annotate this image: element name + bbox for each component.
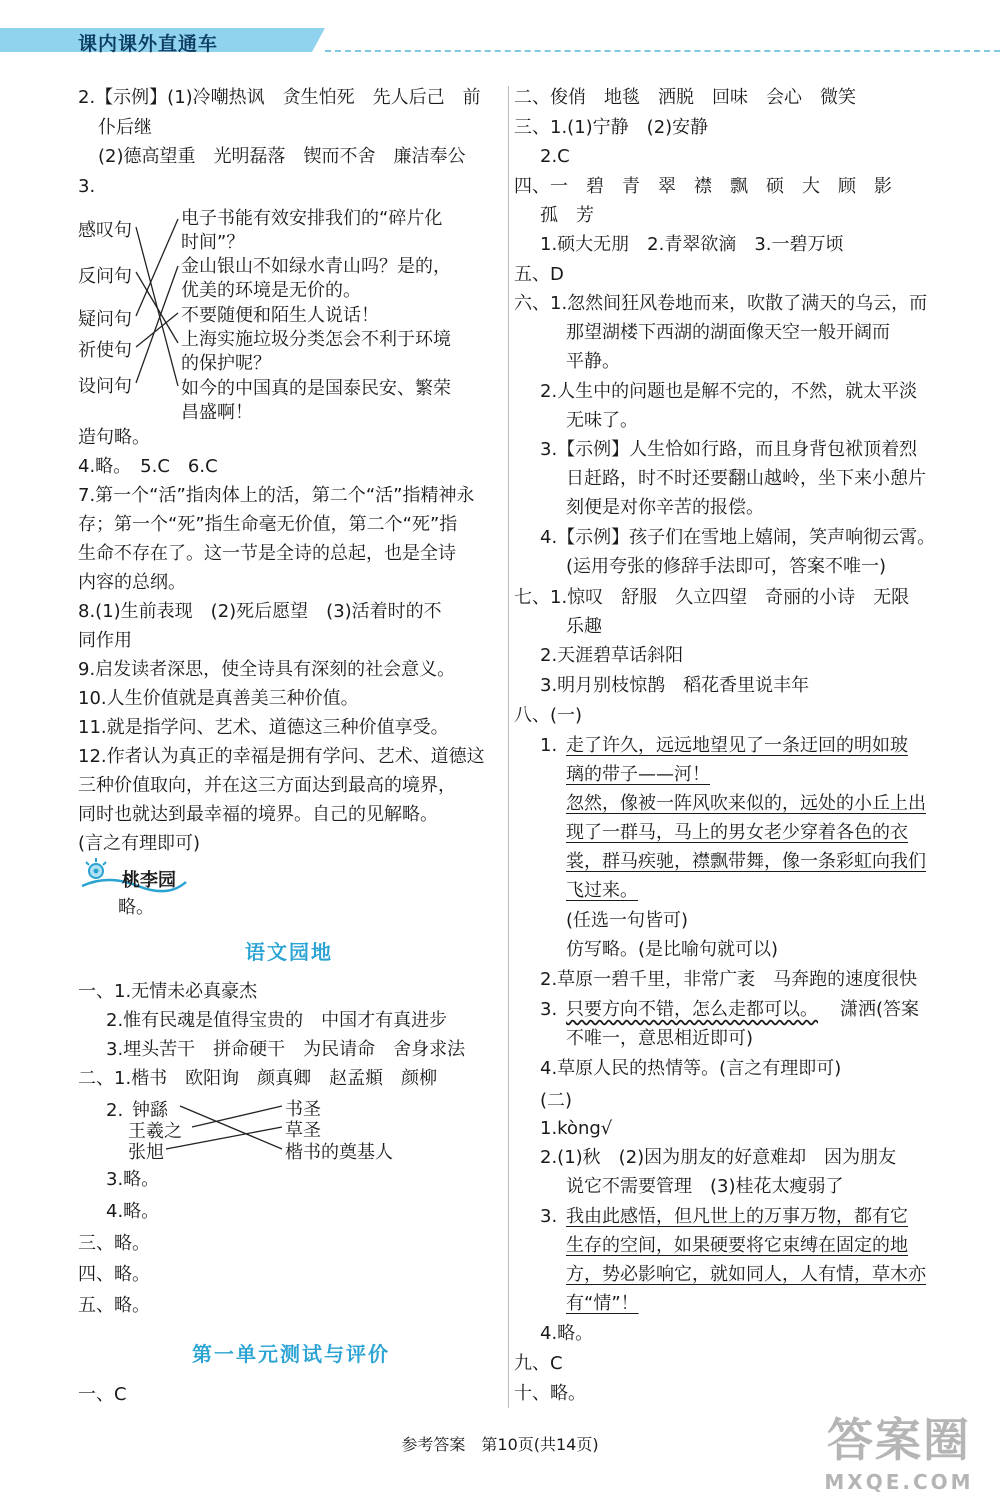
r-answer-8-1-l3: 忽然，像被一阵风吹来似的，远处的小丘上出 [566, 793, 926, 814]
r-answer-8b-3-l4: 有“情”！ [566, 1293, 639, 1314]
type-self-question: 设问句 [78, 376, 132, 397]
answer-10: 10.人生价值就是真善美三种价值。 [78, 688, 359, 709]
r-answer-6-3-l2: 日赶路，时不时还要翻山越岭，坐下来小憩片 [566, 468, 926, 489]
answer-3-label: 3. [78, 176, 96, 197]
r-answer-8-1-l4: 现了一群马，马上的男女老少穿着各色的衣 [566, 822, 908, 843]
calligrapher-zhang-xu: 张旭 [128, 1142, 164, 1163]
answer-4-6: 4.略。 5.C 6.C [78, 456, 218, 477]
r-answer-8-part2: (二) [540, 1090, 573, 1111]
r-answer-8-1-note: (任选一句皆可) [566, 910, 689, 931]
r-answer-5: 五、D [514, 264, 564, 285]
r-answer-8-1-num: 1. [540, 735, 558, 756]
r-answer-7-1-l1: 七、1.惊叹 舒服 久立四望 奇丽的小诗 无限 [514, 587, 910, 608]
r-answer-6-4-l1: 4.【示例】孩子们在雪地上嬉闹，笑声响彻云霄。 [540, 527, 936, 548]
title-kaishu-founder: 楷书的奠基人 [285, 1142, 393, 1163]
r-answer-9: 九、C [514, 1353, 563, 1374]
r-answer-6-3-l1: 3.【示例】人生恰如行路，而且身背包袱顶着烈 [540, 439, 918, 460]
r-answer-2: 二、俊俏 地毯 洒脱 回味 会心 微笑 [514, 87, 856, 108]
r-answer-4-l2: 孤 芳 [540, 205, 594, 226]
yuwen-yuandi-title: 语文园地 [245, 940, 333, 964]
r-answer-6-1-l1: 六、1.忽然间狂风卷地而来，吹散了满天的乌云，而 [514, 293, 928, 314]
sentence-5b: 昌盛啊！ [181, 402, 253, 423]
r-answer-8b-3-l2: 生存的空间，如果硬要将它束缚在固定的地 [566, 1235, 908, 1256]
type-exclamatory: 感叹句 [78, 220, 132, 241]
answer-7-l2: 存；第一个“死”指生命毫无价值，第二个“死”指 [78, 514, 458, 535]
yuandi-2-2-label: 2. [106, 1100, 124, 1121]
r-answer-7-3: 3.明月别枝惊鹊 稻花香里说丰年 [540, 675, 810, 696]
yuandi-2-4: 4.略。 [106, 1201, 160, 1222]
unit-test-1: 一、C [78, 1384, 127, 1405]
sentence-3: 不要随便和陌生人说话！ [181, 305, 379, 326]
r-answer-8-heading: 八、(一) [514, 705, 583, 726]
answer-2-line3: (2)德高望重 光明磊落 锲而不舍 廉洁奉公 [98, 146, 466, 167]
r-answer-6-2-l1: 2.人生中的问题也是解不完的，不然，就太平淡 [540, 381, 918, 402]
r-answer-7-1-l2: 乐趣 [566, 616, 602, 637]
answer-12-l3: 同时也就达到最幸福的境界。自己的见解略。 [78, 804, 438, 825]
answer-12-l1: 12.作者认为真正的幸福是拥有学问、艺术、道德这 [78, 746, 485, 767]
r-answer-8-3-underlined: 只要方向不错，怎么走都可以。 [566, 999, 818, 1020]
r-answer-4-l1: 四、一 碧 青 翠 襟 飘 硕 大 顾 影 [514, 176, 892, 197]
sentence-2a: 金山银山不如绿水青山吗？是的， [181, 256, 451, 277]
r-answer-7-2: 2.天涯碧草话斜阳 [540, 645, 684, 666]
r-answer-8-1-l2: 璃的带子——河！ [566, 764, 710, 785]
r-answer-8-1-fangxie: 仿写略。(是比喻句就可以) [566, 939, 779, 960]
r-answer-8b-3-num: 3. [540, 1206, 558, 1227]
sentence-5a: 如今的中国真的是国泰民安、繁荣 [181, 378, 451, 399]
yuandi-1-2: 2.惟有民魂是值得宝贵的 中国才有真进步 [106, 1010, 448, 1031]
answer-7-l1: 7.第一个“活”指肉体上的活，第二个“活”指精神永 [78, 485, 475, 506]
r-answer-3-2: 2.C [540, 146, 570, 167]
answer-11: 11.就是指学问、艺术、道德这三种价值享受。 [78, 717, 449, 738]
taoliyuan-label: 桃李园 [122, 870, 176, 891]
r-answer-8-3-num: 3. [540, 999, 558, 1020]
r-answer-8b-3-l3: 方，势必影响它，就如同人，人有情，草木亦 [566, 1264, 926, 1285]
r-answer-8b-3-l1: 我由此感悟，但凡世上的万事万物，都有它 [566, 1206, 908, 1227]
yuandi-1-3: 3.埋头苦干 拼命硬干 为民请命 舍身求法 [106, 1039, 466, 1060]
r-answer-8-3-l2: 不唯一，意思相近即可) [566, 1028, 754, 1049]
yuandi-5: 五、略。 [78, 1295, 150, 1316]
sentence-1b: 时间”？ [181, 232, 245, 253]
r-answer-6-3-l3: 刻便是对你辛苦的报偿。 [566, 497, 764, 518]
match-line-zhangxu [166, 1127, 282, 1149]
r-answer-6-1-l2: 那望湖楼下西湖的湖面像天空一般开阔而 [566, 322, 890, 343]
r-answer-8-1-l5: 裳，群马疾驰，襟飘带舞，像一条彩虹向我们 [566, 851, 926, 872]
page-footer: 参考答案 第10页(共14页) [401, 1435, 599, 1454]
yuandi-4: 四、略。 [78, 1264, 150, 1285]
sentence-1a: 电子书能有效安排我们的“碎片化 [181, 208, 443, 229]
r-answer-8-1-l6: 飞过来。 [566, 880, 638, 901]
r-answer-8-3-rest: 潇洒(答案 [822, 999, 920, 1020]
watermark-url: MXQE.COM [824, 1470, 974, 1494]
r-answer-8-1-l1: 走了许久，远远地望见了一条迂回的明如玻 [566, 735, 908, 756]
r-answer-8b-4: 4.略。 [540, 1323, 594, 1344]
match-line-zhongyao [180, 1106, 282, 1149]
watermark-text: 答案圈 [827, 1413, 971, 1467]
answer-2-line2: 仆后继 [98, 117, 152, 138]
r-answer-8b-2-l1: 2.(1)秋 (2)因为朋友的好意难却 因为朋友 [540, 1147, 897, 1168]
sentence-4a: 上海实施垃圾分类怎会不利于环境 [181, 329, 451, 350]
sentence-2b: 优美的环境是无价的。 [181, 280, 361, 301]
r-answer-10: 十、略。 [514, 1383, 586, 1404]
type-imperative: 祈使句 [78, 340, 132, 361]
r-answer-8b-2-l2: 说它不需要管理 (3)桂花太瘦弱了 [566, 1176, 844, 1197]
answer-7-l3: 生命不存在了。这一节是全诗的总起，也是全诗 [78, 543, 456, 564]
watermark-logo [804, 1404, 994, 1494]
answer-9: 9.启发读者深思，使全诗具有深刻的社会意义。 [78, 659, 456, 680]
yuandi-2-3: 3.略。 [106, 1169, 160, 1190]
answer-8-l1: 8.(1)生前表现 (2)死后愿望 (3)活着时的不 [78, 601, 442, 622]
answer-12-l2: 三种价值取向，并在这三方面达到最高的境界， [78, 775, 456, 796]
title-shu-sheng: 书圣 [285, 1099, 321, 1120]
r-answer-8b-1: 1.kòng√ [540, 1118, 613, 1139]
r-answer-8-2: 2.草原一碧千里，非常广袤 马奔跑的速度很快 [540, 969, 918, 990]
r-answer-6-2-l2: 无味了。 [566, 410, 638, 431]
answer-2-line1: 2.【示例】(1)冷嘲热讽 贪生怕死 先人后己 前 [78, 87, 481, 108]
calligrapher-wang-xizhi: 王羲之 [128, 1121, 182, 1142]
r-answer-8-4: 4.草原人民的热情等。(言之有理即可) [540, 1058, 842, 1079]
title-cao-sheng: 草圣 [285, 1120, 321, 1141]
answer-12-l4: (言之有理即可) [78, 833, 201, 854]
unit-test-title: 第一单元测试与评价 [192, 1342, 390, 1366]
r-answer-3-1: 三、1.(1)宁静 (2)安静 [514, 117, 709, 138]
sentence-4b: 的保护呢？ [181, 353, 271, 374]
r-answer-6-4-l2: (运用夸张的修辞手法即可，答案不唯一) [566, 556, 887, 577]
yuandi-3: 三、略。 [78, 1233, 150, 1254]
zaoju-note: 造句略。 [78, 427, 150, 448]
r-answer-6-1-l3: 平静。 [566, 351, 620, 372]
yuandi-1-1: 一、1.无情未必真豪杰 [78, 981, 258, 1002]
type-rhetorical: 反问句 [78, 266, 132, 287]
r-answer-4-l3: 1.硕大无朋 2.青翠欲滴 3.一碧万顷 [540, 234, 844, 255]
answer-7-l4: 内容的总纲。 [78, 572, 186, 593]
calligrapher-zhong-yao: 钟繇 [132, 1100, 168, 1121]
answer-8-l2: 同作用 [78, 630, 132, 651]
yuandi-2-1: 二、1.楷书 欧阳询 颜真卿 赵孟頫 颜柳 [78, 1068, 438, 1089]
header-title: 课内课外直通车 [78, 33, 219, 55]
type-interrogative: 疑问句 [78, 309, 132, 330]
taoliyuan-answer: 略。 [118, 897, 154, 918]
